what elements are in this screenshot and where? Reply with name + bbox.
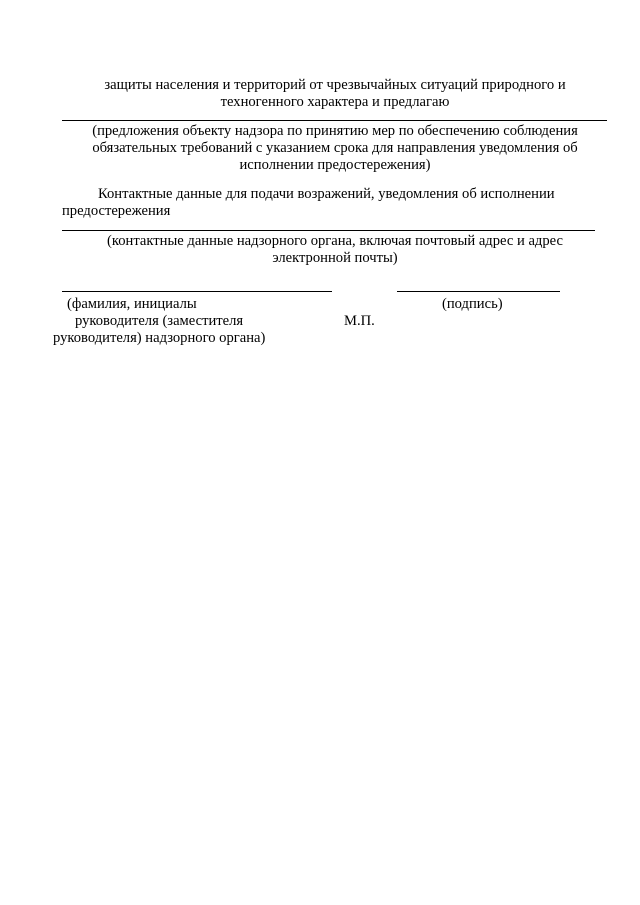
name-fill-line [62, 291, 332, 292]
proposals-fill-line [62, 120, 607, 121]
contacts-caption-line-1: (контактные данные надзорного органа, включая почтовый адрес и адрес [107, 233, 563, 249]
intro-line-1: защиты населения и территорий от чрезвычайных ситуаций природного и [104, 77, 566, 93]
signature-caption: (подпись) [442, 296, 503, 312]
contacts-line-1: Контактные данные для подачи возражений, уведомления об исполнении [98, 186, 555, 202]
name-caption-line-2: руководителя (заместителя [75, 313, 244, 329]
proposals-caption-line-3: исполнении предостережения) [239, 157, 431, 173]
intro-line-2: техногенного характера и предлагаю [220, 94, 450, 110]
proposals-caption-line-2: обязательных требований с указанием срока для направления уведомления об [92, 140, 578, 156]
name-caption-line-3: руководителя) надзорного органа) [53, 330, 266, 346]
contacts-line-2: предостережения [62, 203, 171, 219]
name-caption-line-1: (фамилия, инициалы [67, 296, 197, 312]
seal-mark: М.П. [344, 313, 375, 329]
signature-fill-line [397, 291, 560, 292]
contacts-fill-line [62, 230, 595, 231]
contacts-caption-line-2: электронной почты) [272, 250, 398, 266]
proposals-caption-line-1: (предложения объекту надзора по принятию мер по обеспечению соблюдения [92, 123, 578, 139]
